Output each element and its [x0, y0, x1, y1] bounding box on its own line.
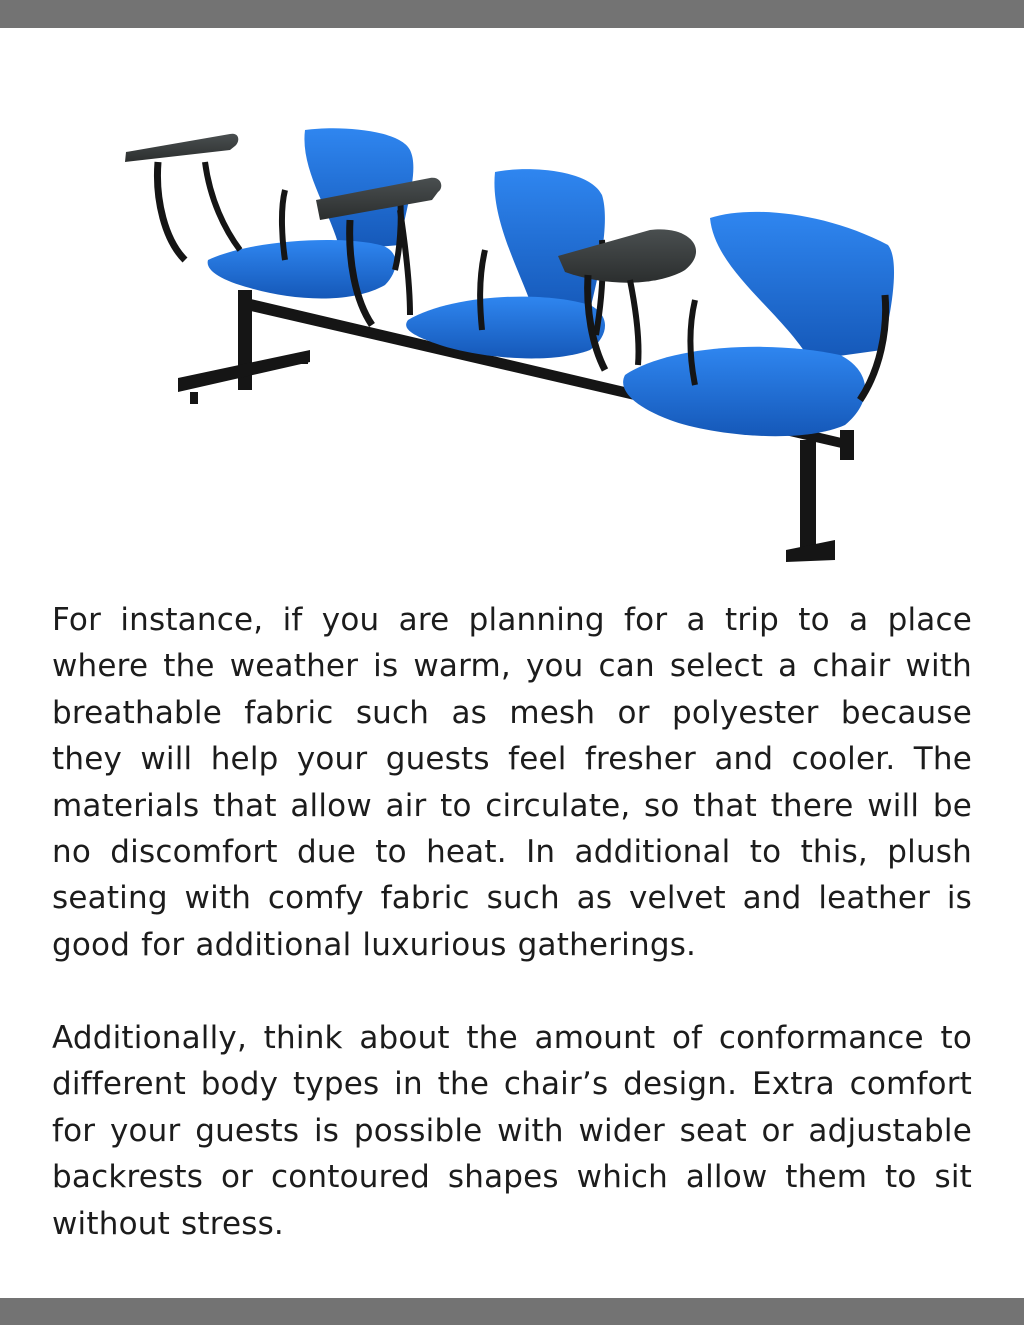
bench-chair-icon: [110, 110, 910, 565]
bottom-frame-bar: [0, 1298, 1024, 1325]
body-paragraph-1: For instance, if you are planning for a trip to a place where the weather is warm, you can select a chair with breathable fabric such as mesh or polyester because they will help your guests feel fresher and cooler. The materials that allow air to circulate, so that there will be no discomfort due to heat. In additional to this, plush seating with comfy fabric such as velvet and leather is good for additional luxurious gatherings.: [52, 602, 972, 963]
body-paragraph-2: Additionally, think about the amount of conformance to different body types in the chair’s design. Extra comfort for your guests is possible with wider seat or adjustable backrests or contoured shapes which allow them to sit without stress.: [52, 1020, 972, 1242]
top-frame-bar: [0, 0, 1024, 28]
